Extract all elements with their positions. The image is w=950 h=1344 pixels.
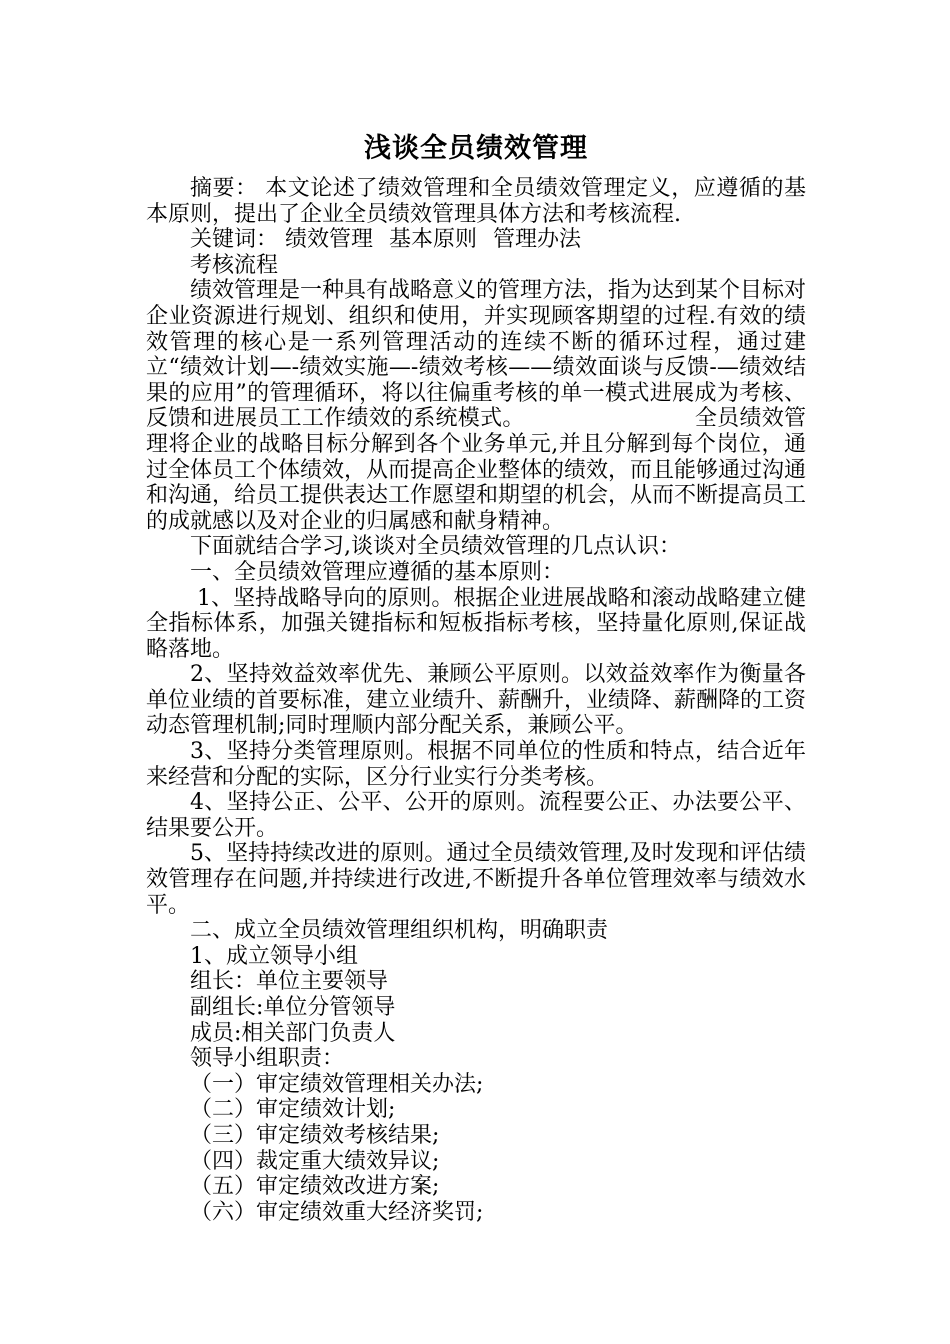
team-line: 领导小组职责： [190,1046,345,1072]
section-heading: 二、成立全员绩效管理组织机构，明确职责 [190,918,609,944]
document-page [146,128,806,1225]
intro-paragraph [146,278,806,534]
team-line: 成员:相关部门负责人 [190,1020,396,1046]
document-title: 浅谈全员绩效管理 [364,133,588,164]
intro-text: 全员绩效管理将企业的战略目标分解到各个业务单元,并且分解到每个岗位，通过全体员工个体绩效，从而提高企业整体的绩效，而且能够通过沟通和沟通，给员工提供表达工作愿望和期望的机会，从而不断提高员工的成就感以及对企业的归属感和献身精神。 [146,406,807,534]
keyword-item: 考核流程 [190,252,279,278]
principle-paragraph: 5、坚持持续改进的原则。通过全员绩效管理,及时发现和评估绩效管理存在问题,并持续进行改进,不断提升各单位管理效率与绩效水平。 [146,841,806,918]
duty-item: （二）审定绩效计划; [190,1097,396,1123]
keyword-item: 基本原则 [389,227,478,253]
duty-item: （六）审定绩效重大经济奖罚; [190,1199,484,1225]
duty-item: （五）审定绩效改进方案; [190,1174,440,1200]
abstract-paragraph: 摘要： 本文论述了绩效管理和全员绩效管理定义，应遵循的基本原则，提出了企业全员绩效管理具体方法和考核流程. [146,176,806,227]
principle-paragraph: 4、坚持公正、公平、公开的原则。流程要公正、办法要公平、结果要公开。 [146,790,806,841]
principle-paragraph: 1、坚持战略导向的原则。根据企业进展战略和滚动战略建立健全指标体系，加强关键指标和短板指标考核，坚持量化原则,保证战略落地。 [146,585,806,662]
team-line: 组长：单位主要领导 [190,969,389,995]
keywords-label: 关键词： [190,227,279,253]
keyword-item: 绩效管理 [285,227,374,253]
keywords-line [146,227,806,253]
section-heading: 一、全员绩效管理应遵循的基本原则： [190,559,565,585]
keyword-item: 管理办法 [493,227,582,253]
duty-item: （一）审定绩效管理相关办法; [190,1071,484,1097]
principle-paragraph: 2、坚持效益效率优先、兼顾公平原则。以效益效率作为衡量各单位业绩的首要标准，建立业绩升、薪酬升，业绩降、薪酬降的工资动态管理机制;同时理顺内部分配关系，兼顾公平。 [146,662,807,739]
lead-in-paragraph: 下面就结合学习,谈谈对全员绩效管理的几点认识： [190,534,681,560]
principle-paragraph: 3、坚持分类管理原则。根据不同单位的性质和特点，结合近年来经营和分配的实际，区分行业实行分类考核。 [146,739,806,790]
document-body [146,176,806,1225]
subsection-heading: 1、成立领导小组 [190,943,358,969]
intro-text: 绩效管理是一种具有战略意义的管理方法，指为达到某个目标对企业资源进行规划、组织和使用，并实现顾客期望的过程.有效的绩效管理的核心是一系列管理活动的连续不断的循环过程，通过建立“绩效计划—-绩效实施—-绩效考核——绩效面谈与反馈-—绩效结果的应用”的管理循环，将以往偏重考核的单一模式进展成为考核、反馈和进展员工工作绩效的系统模式。 [146,278,807,432]
duty-item: （三）审定绩效考核结果; [190,1122,440,1148]
team-line: 副组长:单位分管领导 [190,995,396,1020]
duty-item: （四）裁定重大绩效异议; [190,1148,440,1174]
